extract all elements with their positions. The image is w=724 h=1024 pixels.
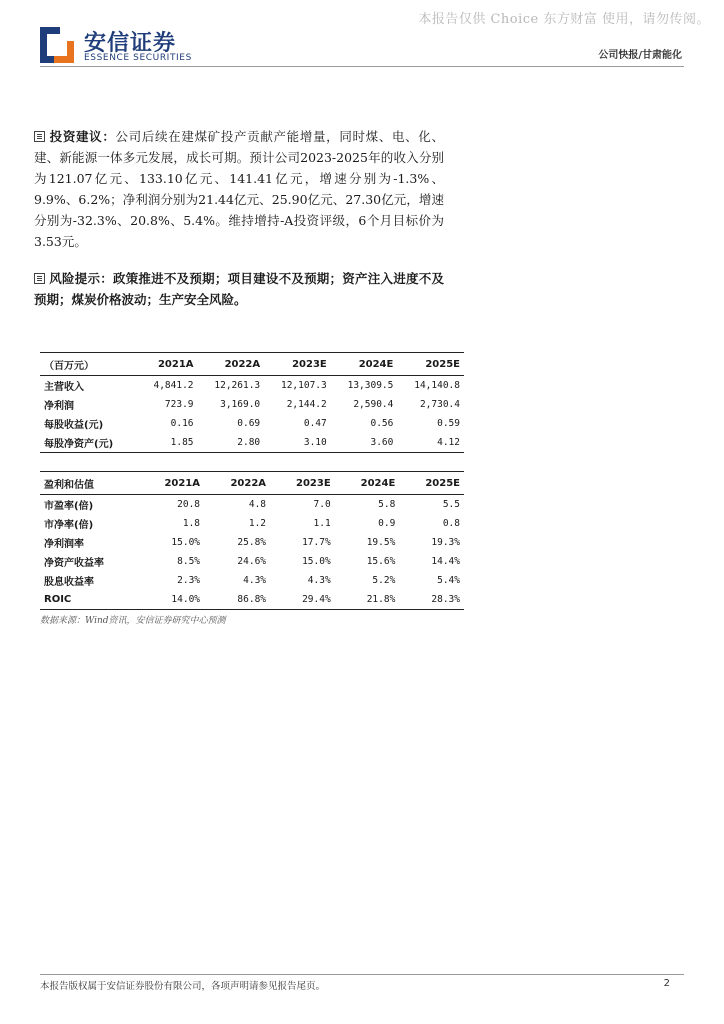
- table-cell: 4,841.2: [153, 380, 194, 391]
- copyright-notice: 本报告版权属于安信证券股份有限公司，各项声明请参见报告尾页。: [40, 981, 326, 992]
- risk-lead: 风险提示：: [49, 271, 113, 286]
- table-header-cell: 2022A: [204, 472, 270, 495]
- table-cell: 12,107.3: [280, 380, 327, 391]
- table-cell: 0.56: [370, 418, 394, 429]
- table-cell: 15.0%: [302, 556, 331, 567]
- table-cell: 8.5%: [177, 556, 201, 567]
- table-cell: 17.7%: [302, 537, 331, 548]
- table-cell: 2.80: [198, 433, 265, 453]
- table-cell: 1.2: [248, 518, 267, 529]
- table-row: [40, 590, 464, 610]
- table-header-cell: 2025E: [397, 353, 464, 376]
- table-row: [40, 552, 464, 571]
- brand-name-cn: 安信证券: [84, 31, 177, 56]
- table-row: [40, 495, 464, 515]
- table-cell: 19.3%: [431, 537, 460, 548]
- table-cell: 25.8%: [237, 537, 267, 548]
- table-cell: 14.0%: [138, 590, 204, 610]
- table-cell: 0.16: [170, 418, 194, 429]
- brand-name-en: ESSENCE SECURITIES: [84, 53, 192, 63]
- watermark: 本报告仅供 Choice 东方财富 使用，请勿传阅。: [418, 12, 710, 27]
- table-cell: 15.0%: [171, 537, 201, 548]
- data-source-note: 数据来源：Wind资讯，安信证券研究中心预测: [40, 616, 226, 626]
- table-cell: 24.6%: [237, 556, 267, 567]
- table-cell: 5.8: [378, 499, 396, 510]
- table-header-cell: 2021A: [138, 353, 198, 376]
- investment-advice: [34, 126, 444, 252]
- table-cell: 4.3%: [307, 575, 331, 586]
- table-cell: 14,140.8: [414, 380, 460, 391]
- table-header-cell: 2021A: [138, 472, 204, 495]
- table-cell: 5.4%: [437, 575, 460, 586]
- table-row: [40, 433, 464, 453]
- table-cell: 5.5: [442, 499, 460, 510]
- list-icon: [34, 131, 45, 142]
- table-cell: 14.4%: [431, 556, 460, 567]
- row-label: 每股收益(元): [44, 420, 104, 431]
- row-label: 主营收入: [44, 382, 84, 393]
- table-row: [40, 376, 464, 396]
- footer-divider: [40, 974, 684, 975]
- risk-warning: [34, 268, 444, 310]
- table-header-cell: 2023E: [264, 353, 331, 376]
- list-icon: [34, 273, 45, 284]
- header-divider: [40, 66, 684, 67]
- valuation-table: [40, 471, 464, 610]
- investment-text: 公司后续在建煤矿投产贡献产能增量，同时煤、电、化、建、新能源一体多元发展，成长可期。预计公司2023-2025年的收入分别为121.07亿元、133.10亿元、141.41亿元，增速分别为-1.3%、9.9%、6.2%；净利润分别为21.44亿元、25.90亿元、27.30亿元，增速分别为-32.3%、20.8%、5.4%。维持增持-A投资评级，6个月目标价为3.53元。: [34, 129, 444, 249]
- row-label: 每股净资产(元): [40, 433, 138, 453]
- table-row: [40, 414, 464, 433]
- table-cell: 29.4%: [270, 590, 335, 610]
- table-cell: 4.3%: [243, 575, 267, 586]
- table-cell: 21.8%: [335, 590, 400, 610]
- row-label: 股息收益率: [44, 577, 94, 588]
- table-cell: 86.8%: [204, 590, 270, 610]
- table-cell: 0.47: [303, 418, 327, 429]
- table-cell: 19.5%: [366, 537, 396, 548]
- table-cell: 4.8: [248, 499, 267, 510]
- table-cell: 13,309.5: [347, 380, 394, 391]
- table-cell: 5.2%: [372, 575, 396, 586]
- row-label: 市盈率(倍): [44, 501, 94, 512]
- table-cell: 2.3%: [177, 575, 201, 586]
- table-cell: 1.1: [313, 518, 331, 529]
- table-cell: 15.6%: [366, 556, 396, 567]
- table-cell: 12,261.3: [214, 380, 261, 391]
- table-row: [40, 533, 464, 552]
- table-cell: 0.8: [442, 518, 460, 529]
- table-cell: 20.8: [177, 499, 201, 510]
- risk-text: 政策推进不及预期；项目建设不及预期；资产注入进度不及预期；煤炭价格波动；生产安全风险。: [34, 271, 444, 307]
- table-cell: 1.8: [182, 518, 201, 529]
- table-row: [40, 514, 464, 533]
- table-cell: 3,169.0: [220, 399, 261, 410]
- row-label: 市净率(倍): [44, 520, 94, 531]
- row-label: 净资产收益率: [44, 558, 104, 569]
- table-cell: 3.60: [331, 433, 398, 453]
- report-type: 公司快报/甘肃能化: [598, 50, 682, 61]
- table-header-cell: 2023E: [270, 472, 335, 495]
- table-header-row: [40, 353, 464, 376]
- table-cell: 1.85: [138, 433, 198, 453]
- table-header-row: [40, 472, 464, 495]
- table-cell: 7.0: [313, 499, 331, 510]
- page-number: 2: [663, 978, 670, 989]
- table-cell: 0.9: [378, 518, 396, 529]
- row-label: 净利润: [44, 401, 74, 412]
- table-row: [40, 395, 464, 414]
- table-cell: 28.3%: [399, 590, 464, 610]
- table-cell: 2,590.4: [353, 399, 394, 410]
- row-label: ROIC: [40, 590, 138, 610]
- table-cell: 2,144.2: [286, 399, 327, 410]
- table-cell: 723.9: [164, 399, 194, 410]
- table-header-cell: 2022A: [198, 353, 265, 376]
- table-cell: 3.10: [264, 433, 331, 453]
- table-header-cell: 2024E: [331, 353, 398, 376]
- table-cell: 4.12: [397, 433, 464, 453]
- table-row: [40, 571, 464, 590]
- table-cell: 0.69: [237, 418, 261, 429]
- table-header-cell: 盈利和估值: [40, 472, 138, 495]
- table-header-cell: （百万元）: [40, 353, 138, 376]
- brand-logo: [40, 27, 74, 63]
- financial-summary-table: [40, 352, 464, 453]
- investment-lead: 投资建议：: [49, 129, 116, 144]
- table-header-cell: 2024E: [335, 472, 400, 495]
- table-cell: 0.59: [437, 418, 460, 429]
- row-label: 净利润率: [44, 539, 84, 550]
- table-cell: 2,730.4: [419, 399, 460, 410]
- table-header-cell: 2025E: [399, 472, 464, 495]
